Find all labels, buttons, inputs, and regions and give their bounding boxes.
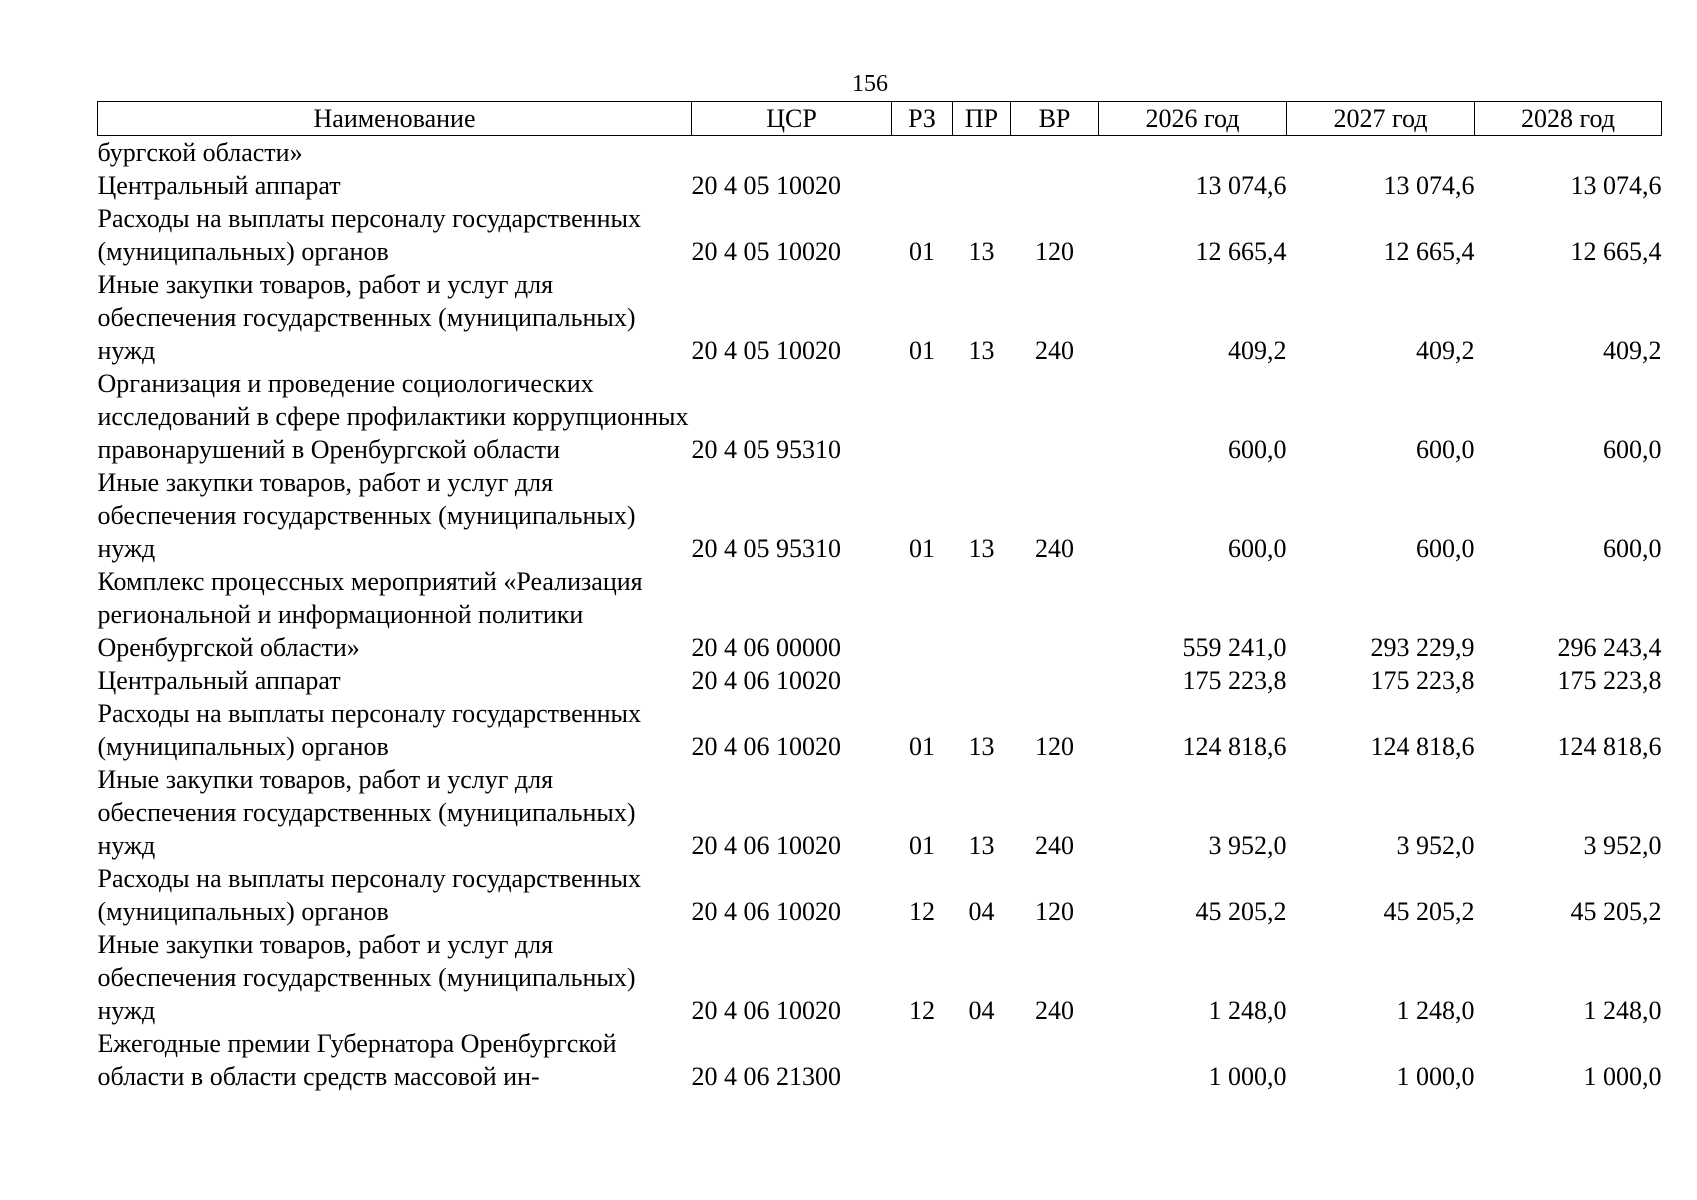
cell-2027: 409,2	[1416, 336, 1475, 365]
cell-pr: 04	[968, 897, 995, 926]
cell-vr	[1011, 664, 1099, 697]
cell-2028: 12 665,4	[1570, 237, 1662, 266]
table-row	[98, 664, 1662, 697]
cell-2028: 600,0	[1603, 435, 1662, 464]
table-row	[98, 466, 1662, 565]
cell-2026: 124 818,6	[1182, 732, 1287, 761]
cell-csr: 20 4 06 10020	[691, 831, 841, 860]
cell-rz	[892, 367, 953, 466]
header-pr: ПР	[953, 102, 1011, 136]
cell-csr	[692, 136, 892, 170]
cell-name: Организация и проведение социологических исследований в сфере профилактики коррупционных правонарушений в Оренбургской области	[97, 369, 689, 464]
cell-vr	[1011, 169, 1099, 202]
cell-rz: 01	[909, 237, 935, 266]
cell-name: Иные закупки товаров, работ и услуг для обеспечения государственных (муниципальных) нужд	[97, 765, 636, 860]
cell-name: Иные закупки товаров, работ и услуг для обеспечения государственных (муниципальных) нужд	[97, 468, 636, 563]
cell-2028: 45 205,2	[1570, 897, 1662, 926]
table-row	[98, 928, 1662, 1027]
cell-2027: 3 952,0	[1396, 831, 1475, 860]
cell-pr: 13	[968, 336, 995, 365]
table-row	[98, 202, 1662, 268]
header-2027: 2027 год	[1287, 102, 1475, 136]
cell-2027: 13 074,6	[1383, 171, 1475, 200]
cell-2026: 13 074,6	[1195, 171, 1287, 200]
cell-rz	[892, 169, 953, 202]
cell-vr: 120	[1035, 897, 1074, 926]
cell-2026: 45 205,2	[1195, 897, 1287, 926]
cell-csr: 20 4 05 10020	[691, 336, 841, 365]
cell-2027: 600,0	[1416, 534, 1475, 563]
table-row	[98, 136, 1662, 170]
header-csr: ЦСР	[692, 102, 892, 136]
cell-2026: 1 000,0	[1208, 1062, 1287, 1091]
cell-csr: 20 4 06 21300	[691, 1062, 841, 1091]
cell-csr: 20 4 06 10020	[691, 666, 841, 695]
cell-vr: 240	[1035, 831, 1074, 860]
cell-2027: 175 223,8	[1370, 666, 1475, 695]
cell-2026: 1 248,0	[1208, 996, 1287, 1025]
table-row	[98, 697, 1662, 763]
cell-2026: 3 952,0	[1208, 831, 1287, 860]
cell-2028: 1 248,0	[1583, 996, 1662, 1025]
cell-csr: 20 4 06 00000	[691, 633, 841, 662]
cell-rz	[892, 136, 953, 170]
cell-2027	[1287, 136, 1475, 170]
cell-name: Расходы на выплаты персоналу государственных (муниципальных) органов	[97, 204, 641, 266]
cell-2027: 293 229,9	[1370, 633, 1475, 662]
cell-pr: 13	[968, 534, 995, 563]
cell-name: Иные закупки товаров, работ и услуг для обеспечения государственных (муниципальных) нужд	[97, 930, 636, 1025]
cell-2028: 175 223,8	[1557, 666, 1662, 695]
cell-csr: 20 4 05 10020	[691, 171, 841, 200]
cell-pr: 13	[968, 732, 995, 761]
cell-rz: 12	[909, 897, 935, 926]
cell-2026: 600,0	[1228, 534, 1287, 563]
cell-csr: 20 4 06 10020	[691, 732, 841, 761]
budget-table	[97, 101, 1662, 1093]
cell-2027: 45 205,2	[1383, 897, 1475, 926]
cell-2027: 1 248,0	[1396, 996, 1475, 1025]
cell-2026: 409,2	[1228, 336, 1287, 365]
header-2028: 2028 год	[1475, 102, 1662, 136]
cell-2028: 296 243,4	[1557, 633, 1662, 662]
cell-pr	[953, 664, 1011, 697]
cell-2027: 1 000,0	[1396, 1062, 1475, 1091]
cell-2028: 124 818,6	[1557, 732, 1662, 761]
cell-rz	[892, 664, 953, 697]
cell-vr: 120	[1035, 237, 1074, 266]
cell-pr	[953, 136, 1011, 170]
cell-2028: 1 000,0	[1583, 1062, 1662, 1091]
cell-csr: 20 4 05 95310	[691, 435, 841, 464]
cell-pr	[953, 367, 1011, 466]
table-row	[98, 565, 1662, 664]
cell-name: Расходы на выплаты персоналу государственных (муниципальных) органов	[97, 864, 641, 926]
cell-2026	[1099, 136, 1287, 170]
cell-vr: 240	[1035, 336, 1074, 365]
cell-vr	[1011, 367, 1099, 466]
cell-2028: 13 074,6	[1570, 171, 1662, 200]
cell-csr: 20 4 06 10020	[691, 996, 841, 1025]
cell-2028	[1475, 136, 1662, 170]
header-vr: ВР	[1011, 102, 1099, 136]
cell-pr: 04	[968, 996, 995, 1025]
table-row	[98, 862, 1662, 928]
cell-csr: 20 4 05 10020	[691, 237, 841, 266]
cell-pr	[953, 565, 1011, 664]
cell-csr: 20 4 05 95310	[691, 534, 841, 563]
cell-name: Ежегодные премии Губернатора Оренбургской области в области средств массовой ин-	[97, 1029, 617, 1091]
cell-2028: 600,0	[1603, 534, 1662, 563]
cell-name: бургской области»	[97, 138, 303, 167]
table-row	[98, 1027, 1662, 1093]
table-body	[98, 136, 1662, 1094]
cell-2026: 559 241,0	[1182, 633, 1287, 662]
cell-2028: 409,2	[1603, 336, 1662, 365]
cell-pr: 13	[968, 831, 995, 860]
cell-2026: 600,0	[1228, 435, 1287, 464]
cell-rz: 12	[909, 996, 935, 1025]
cell-name: Расходы на выплаты персоналу государственных (муниципальных) органов	[97, 699, 641, 761]
page-number: 156	[852, 71, 888, 97]
cell-rz: 01	[909, 534, 935, 563]
cell-vr: 120	[1035, 732, 1074, 761]
cell-rz	[892, 565, 953, 664]
cell-vr	[1011, 565, 1099, 664]
cell-vr: 240	[1035, 996, 1074, 1025]
cell-csr: 20 4 06 10020	[691, 897, 841, 926]
header-2026: 2026 год	[1099, 102, 1287, 136]
cell-vr	[1011, 136, 1099, 170]
cell-2027: 600,0	[1416, 435, 1475, 464]
table-row	[98, 367, 1662, 466]
cell-2027: 124 818,6	[1370, 732, 1475, 761]
table-header-row	[98, 102, 1662, 136]
table-row	[98, 268, 1662, 367]
cell-name: Центральный аппарат	[97, 171, 341, 200]
cell-rz: 01	[909, 831, 935, 860]
cell-pr	[953, 1027, 1011, 1093]
cell-vr	[1011, 1027, 1099, 1093]
cell-2028: 3 952,0	[1583, 831, 1662, 860]
table-row	[98, 763, 1662, 862]
cell-vr: 240	[1035, 534, 1074, 563]
cell-2027: 12 665,4	[1383, 237, 1475, 266]
header-name: Наименование	[98, 102, 692, 136]
cell-pr	[953, 169, 1011, 202]
cell-name: Комплекс процессных мероприятий «Реализация региональной и информационной политики Оренбургской области»	[97, 567, 643, 662]
cell-rz: 01	[909, 336, 935, 365]
cell-rz	[892, 1027, 953, 1093]
table-row	[98, 169, 1662, 202]
header-rz: РЗ	[892, 102, 953, 136]
cell-2026: 12 665,4	[1195, 237, 1287, 266]
cell-2026: 175 223,8	[1182, 666, 1287, 695]
cell-rz: 01	[909, 732, 935, 761]
cell-name: Иные закупки товаров, работ и услуг для обеспечения государственных (муниципальных) нужд	[97, 270, 636, 365]
cell-pr: 13	[968, 237, 995, 266]
cell-name: Центральный аппарат	[97, 666, 341, 695]
